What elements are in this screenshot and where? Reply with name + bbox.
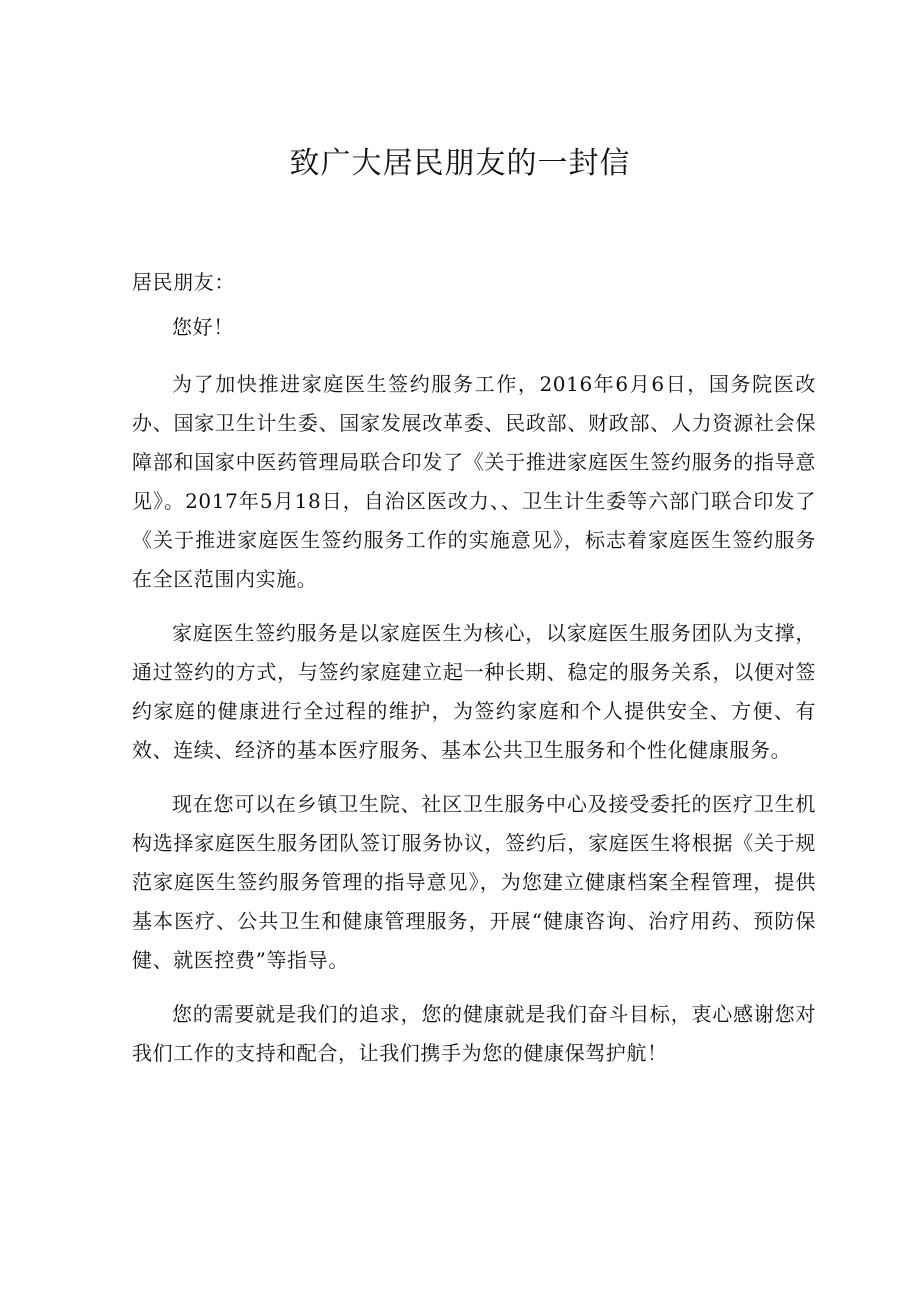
document-title: 致广大居民朋友的一封信 bbox=[289, 146, 631, 181]
paragraph-background: 为了加快推进家庭医生签约服务工作，2016年6月6日，国务院医改办、国家卫生计生委、国家发展改革委、民政部、财政部、人力资源社会保障部和国家中医药管理局联合印发了《关于推进家庭医生签约服务的指导意见》。2017年5月18日，自治区医改力、、卫生计生委等六部门联合印发了《关于推进家庭医生签约服务工作的实施意见》，标志着家庭医生签约服务在全区范围内实施。 bbox=[132, 372, 816, 591]
letter-body bbox=[132, 260, 816, 1088]
paragraph-closing: 您的需要就是我们的追求，您的健康就是我们奋斗目标，衷心感谢您对我们工作的支持和配合，让我们携手为您的健康保驾护航！ bbox=[132, 1002, 816, 1065]
salutation: 居民朋友： bbox=[132, 270, 235, 294]
greeting: 您好！ bbox=[172, 315, 234, 339]
paragraph-service-definition: 家庭医生签约服务是以家庭医生为核心，以家庭医生服务团队为支撑，通过签约的方式，与签约家庭建立起一种长期、稳定的服务关系，以便对签约家庭的健康进行全过程的维护，为签约家庭和个人提供安全、方便、有效、连续、经济的基本医疗服务、基本公共卫生服务和个性化健康服务。 bbox=[132, 621, 816, 762]
paragraph-how-to-sign: 现在您可以在乡镇卫生院、社区卫生服务中心及接受委托的医疗卫生机构选择家庭医生服务团队签订服务协议，签约后，家庭医生将根据《关于规范家庭医生签约服务管理的指导意见》，为您建立健康档案全程管理，提供基本医疗、公共卫生和健康管理服务，开展“健康咨询、治疗用药、预防保健、就医控费”等指导。 bbox=[132, 792, 816, 972]
